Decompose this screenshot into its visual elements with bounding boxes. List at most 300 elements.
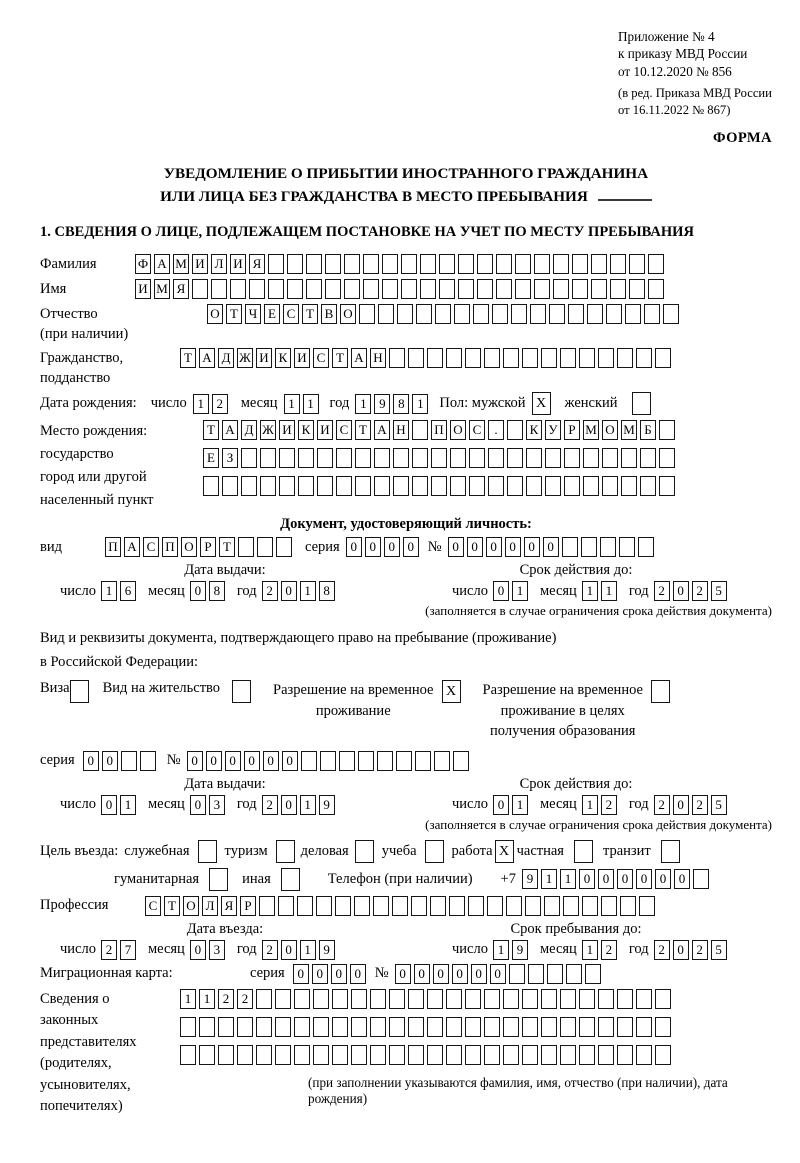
char-box[interactable]: [238, 537, 254, 557]
char-box[interactable]: 1: [101, 581, 117, 601]
char-box[interactable]: [450, 476, 466, 496]
char-box[interactable]: [344, 254, 360, 274]
char-box[interactable]: [389, 1045, 405, 1065]
char-box[interactable]: 0: [281, 581, 297, 601]
char-box[interactable]: И: [192, 254, 208, 274]
char-box[interactable]: [279, 448, 295, 468]
char-box[interactable]: [458, 254, 474, 274]
char-box[interactable]: [199, 1017, 215, 1037]
char-box[interactable]: 7: [120, 940, 136, 960]
char-box[interactable]: [446, 989, 462, 1009]
char-box[interactable]: [408, 1017, 424, 1037]
char-box[interactable]: [339, 751, 355, 771]
char-box[interactable]: 0: [83, 751, 99, 771]
char-box[interactable]: [430, 896, 446, 916]
char-box[interactable]: [363, 254, 379, 274]
char-box[interactable]: 0: [206, 751, 222, 771]
char-box[interactable]: [222, 476, 238, 496]
char-box[interactable]: 0: [617, 869, 633, 889]
char-box[interactable]: [511, 304, 527, 324]
char-box[interactable]: С: [469, 420, 485, 440]
char-box[interactable]: Н: [370, 348, 386, 368]
char-box[interactable]: Е: [264, 304, 280, 324]
visa-checkbox[interactable]: [70, 680, 89, 703]
char-box[interactable]: 1: [303, 394, 319, 414]
char-box[interactable]: [412, 448, 428, 468]
char-box[interactable]: [585, 964, 601, 984]
char-box[interactable]: 1: [582, 940, 598, 960]
char-box[interactable]: [693, 869, 709, 889]
char-box[interactable]: [237, 1045, 253, 1065]
char-box[interactable]: 0: [543, 537, 559, 557]
char-box[interactable]: [591, 279, 607, 299]
char-box[interactable]: [354, 896, 370, 916]
char-box[interactable]: 0: [490, 964, 506, 984]
char-box[interactable]: 0: [493, 795, 509, 815]
char-box[interactable]: [431, 476, 447, 496]
char-box[interactable]: [401, 254, 417, 274]
char-box[interactable]: [454, 304, 470, 324]
char-box[interactable]: И: [230, 254, 246, 274]
char-box[interactable]: [503, 348, 519, 368]
char-box[interactable]: 1: [120, 795, 136, 815]
char-box[interactable]: [392, 896, 408, 916]
char-box[interactable]: [397, 304, 413, 324]
char-box[interactable]: 1: [180, 989, 196, 1009]
char-box[interactable]: [435, 304, 451, 324]
char-box[interactable]: [617, 1045, 633, 1065]
char-box[interactable]: [359, 304, 375, 324]
char-box[interactable]: [503, 989, 519, 1009]
char-box[interactable]: [412, 420, 428, 440]
char-box[interactable]: [560, 348, 576, 368]
char-box[interactable]: [640, 476, 656, 496]
char-box[interactable]: Ж: [260, 420, 276, 440]
char-box[interactable]: [211, 279, 227, 299]
char-box[interactable]: [477, 254, 493, 274]
char-box[interactable]: 1: [493, 940, 509, 960]
char-box[interactable]: [287, 254, 303, 274]
char-box[interactable]: [640, 448, 656, 468]
char-box[interactable]: [332, 1017, 348, 1037]
char-box[interactable]: [522, 989, 538, 1009]
char-box[interactable]: [377, 751, 393, 771]
char-box[interactable]: [275, 1017, 291, 1037]
char-box[interactable]: [268, 279, 284, 299]
char-box[interactable]: [336, 476, 352, 496]
char-box[interactable]: [487, 896, 503, 916]
char-box[interactable]: 0: [350, 964, 366, 984]
char-box[interactable]: [636, 348, 652, 368]
char-box[interactable]: [644, 304, 660, 324]
char-box[interactable]: [629, 279, 645, 299]
char-box[interactable]: [600, 537, 616, 557]
business-checkbox[interactable]: [355, 840, 374, 863]
char-box[interactable]: [374, 448, 390, 468]
char-box[interactable]: К: [298, 420, 314, 440]
char-box[interactable]: 5: [711, 940, 727, 960]
char-box[interactable]: [140, 751, 156, 771]
char-box[interactable]: [316, 896, 332, 916]
char-box[interactable]: У: [545, 420, 561, 440]
char-box[interactable]: Я: [173, 279, 189, 299]
char-box[interactable]: О: [181, 537, 197, 557]
char-box[interactable]: [639, 896, 655, 916]
char-box[interactable]: [298, 448, 314, 468]
char-box[interactable]: [320, 751, 336, 771]
char-box[interactable]: И: [256, 348, 272, 368]
temp-permit-checkbox[interactable]: X: [442, 680, 461, 703]
char-box[interactable]: П: [162, 537, 178, 557]
char-box[interactable]: 0: [365, 537, 381, 557]
char-box[interactable]: [121, 751, 137, 771]
char-box[interactable]: С: [336, 420, 352, 440]
char-box[interactable]: [617, 348, 633, 368]
char-box[interactable]: [396, 751, 412, 771]
char-box[interactable]: Т: [332, 348, 348, 368]
char-box[interactable]: Т: [219, 537, 235, 557]
char-box[interactable]: [306, 279, 322, 299]
char-box[interactable]: [610, 254, 626, 274]
char-box[interactable]: 1: [512, 581, 528, 601]
char-box[interactable]: [598, 989, 614, 1009]
char-box[interactable]: 1: [355, 394, 371, 414]
char-box[interactable]: Д: [241, 420, 257, 440]
char-box[interactable]: [541, 989, 557, 1009]
char-box[interactable]: Ч: [245, 304, 261, 324]
char-box[interactable]: [389, 348, 405, 368]
char-box[interactable]: [636, 1045, 652, 1065]
char-box[interactable]: [655, 1017, 671, 1037]
char-box[interactable]: [484, 989, 500, 1009]
char-box[interactable]: 2: [218, 989, 234, 1009]
char-box[interactable]: [579, 1045, 595, 1065]
char-box[interactable]: С: [313, 348, 329, 368]
char-box[interactable]: 2: [601, 940, 617, 960]
char-box[interactable]: 2: [601, 795, 617, 815]
char-box[interactable]: [336, 448, 352, 468]
char-box[interactable]: 0: [281, 940, 297, 960]
char-box[interactable]: 0: [225, 751, 241, 771]
char-box[interactable]: [427, 1045, 443, 1065]
char-box[interactable]: 0: [505, 537, 521, 557]
char-box[interactable]: [469, 476, 485, 496]
char-box[interactable]: О: [602, 420, 618, 440]
char-box[interactable]: [199, 1045, 215, 1065]
char-box[interactable]: [553, 254, 569, 274]
char-box[interactable]: 9: [319, 940, 335, 960]
char-box[interactable]: [192, 279, 208, 299]
char-box[interactable]: 0: [493, 581, 509, 601]
char-box[interactable]: О: [450, 420, 466, 440]
char-box[interactable]: [492, 304, 508, 324]
char-box[interactable]: [260, 448, 276, 468]
char-box[interactable]: П: [105, 537, 121, 557]
char-box[interactable]: К: [275, 348, 291, 368]
char-box[interactable]: [370, 989, 386, 1009]
char-box[interactable]: 0: [190, 581, 206, 601]
char-box[interactable]: [373, 896, 389, 916]
char-box[interactable]: [507, 476, 523, 496]
char-box[interactable]: [496, 254, 512, 274]
char-box[interactable]: [515, 254, 531, 274]
char-box[interactable]: [260, 476, 276, 496]
char-box[interactable]: 6: [120, 581, 136, 601]
char-box[interactable]: [325, 279, 341, 299]
char-box[interactable]: [393, 448, 409, 468]
char-box[interactable]: 1: [512, 795, 528, 815]
char-box[interactable]: 9: [522, 869, 538, 889]
char-box[interactable]: 2: [692, 795, 708, 815]
char-box[interactable]: [355, 448, 371, 468]
char-box[interactable]: [636, 1017, 652, 1037]
char-box[interactable]: 2: [692, 940, 708, 960]
char-box[interactable]: [374, 476, 390, 496]
char-box[interactable]: [401, 279, 417, 299]
char-box[interactable]: [465, 1017, 481, 1037]
char-box[interactable]: [488, 476, 504, 496]
char-box[interactable]: [601, 896, 617, 916]
char-box[interactable]: О: [340, 304, 356, 324]
char-box[interactable]: [638, 537, 654, 557]
char-box[interactable]: [439, 254, 455, 274]
char-box[interactable]: 0: [190, 795, 206, 815]
char-box[interactable]: 2: [212, 394, 228, 414]
char-box[interactable]: [325, 254, 341, 274]
char-box[interactable]: [587, 304, 603, 324]
char-box[interactable]: [256, 1045, 272, 1065]
char-box[interactable]: 0: [384, 537, 400, 557]
char-box[interactable]: 0: [579, 869, 595, 889]
char-box[interactable]: [180, 1017, 196, 1037]
char-box[interactable]: 0: [346, 537, 362, 557]
char-box[interactable]: А: [222, 420, 238, 440]
char-box[interactable]: [544, 896, 560, 916]
char-box[interactable]: [606, 304, 622, 324]
char-box[interactable]: [579, 1017, 595, 1037]
char-box[interactable]: 2: [654, 940, 670, 960]
char-box[interactable]: А: [199, 348, 215, 368]
char-box[interactable]: 2: [262, 940, 278, 960]
char-box[interactable]: Т: [164, 896, 180, 916]
char-box[interactable]: [275, 989, 291, 1009]
char-box[interactable]: Т: [226, 304, 242, 324]
char-box[interactable]: [427, 989, 443, 1009]
char-box[interactable]: [583, 476, 599, 496]
char-box[interactable]: 1: [300, 940, 316, 960]
char-box[interactable]: [408, 1045, 424, 1065]
char-box[interactable]: 0: [433, 964, 449, 984]
char-box[interactable]: [427, 1017, 443, 1037]
char-box[interactable]: [541, 1017, 557, 1037]
char-box[interactable]: 2: [692, 581, 708, 601]
char-box[interactable]: [663, 304, 679, 324]
char-box[interactable]: [598, 1017, 614, 1037]
char-box[interactable]: [256, 1017, 272, 1037]
char-box[interactable]: [363, 279, 379, 299]
char-box[interactable]: [416, 304, 432, 324]
char-box[interactable]: Р: [564, 420, 580, 440]
char-box[interactable]: А: [374, 420, 390, 440]
char-box[interactable]: [344, 279, 360, 299]
char-box[interactable]: [257, 537, 273, 557]
char-box[interactable]: [560, 1017, 576, 1037]
char-box[interactable]: [572, 279, 588, 299]
char-box[interactable]: 1: [601, 581, 617, 601]
char-box[interactable]: [408, 348, 424, 368]
char-box[interactable]: [583, 448, 599, 468]
char-box[interactable]: 0: [673, 795, 689, 815]
char-box[interactable]: [468, 896, 484, 916]
char-box[interactable]: [549, 304, 565, 324]
char-box[interactable]: [317, 476, 333, 496]
char-box[interactable]: [547, 964, 563, 984]
char-box[interactable]: 1: [541, 869, 557, 889]
char-box[interactable]: [526, 476, 542, 496]
residence-permit-checkbox[interactable]: [232, 680, 251, 703]
char-box[interactable]: 1: [300, 581, 316, 601]
char-box[interactable]: [507, 448, 523, 468]
char-box[interactable]: 9: [374, 394, 390, 414]
char-box[interactable]: Б: [640, 420, 656, 440]
char-box[interactable]: [581, 537, 597, 557]
char-box[interactable]: [503, 1045, 519, 1065]
char-box[interactable]: 0: [187, 751, 203, 771]
char-box[interactable]: [393, 476, 409, 496]
char-box[interactable]: [313, 1045, 329, 1065]
char-box[interactable]: [370, 1045, 386, 1065]
char-box[interactable]: [621, 476, 637, 496]
work-checkbox[interactable]: X: [495, 840, 514, 863]
char-box[interactable]: [525, 896, 541, 916]
char-box[interactable]: [572, 254, 588, 274]
char-box[interactable]: О: [207, 304, 223, 324]
char-box[interactable]: [484, 348, 500, 368]
char-box[interactable]: [453, 751, 469, 771]
char-box[interactable]: 1: [300, 795, 316, 815]
char-box[interactable]: 3: [209, 795, 225, 815]
char-box[interactable]: [636, 989, 652, 1009]
char-box[interactable]: [560, 1045, 576, 1065]
char-box[interactable]: [473, 304, 489, 324]
char-box[interactable]: [620, 896, 636, 916]
char-box[interactable]: [659, 448, 675, 468]
char-box[interactable]: [427, 348, 443, 368]
char-box[interactable]: [415, 751, 431, 771]
char-box[interactable]: [488, 448, 504, 468]
char-box[interactable]: 0: [655, 869, 671, 889]
char-box[interactable]: 0: [312, 964, 328, 984]
private-checkbox[interactable]: [574, 840, 593, 863]
char-box[interactable]: [579, 989, 595, 1009]
char-box[interactable]: [358, 751, 374, 771]
char-box[interactable]: Я: [221, 896, 237, 916]
sex-female-checkbox[interactable]: [632, 392, 651, 415]
transit-checkbox[interactable]: [661, 840, 680, 863]
char-box[interactable]: 9: [512, 940, 528, 960]
char-box[interactable]: 3: [209, 940, 225, 960]
char-box[interactable]: [522, 1045, 538, 1065]
char-box[interactable]: [301, 751, 317, 771]
char-box[interactable]: [541, 1045, 557, 1065]
char-box[interactable]: [378, 304, 394, 324]
char-box[interactable]: 8: [319, 581, 335, 601]
char-box[interactable]: [503, 1017, 519, 1037]
char-box[interactable]: В: [321, 304, 337, 324]
char-box[interactable]: М: [621, 420, 637, 440]
char-box[interactable]: [241, 476, 257, 496]
char-box[interactable]: 1: [560, 869, 576, 889]
char-box[interactable]: [659, 420, 675, 440]
char-box[interactable]: Д: [218, 348, 234, 368]
char-box[interactable]: [477, 279, 493, 299]
char-box[interactable]: 8: [209, 581, 225, 601]
char-box[interactable]: 1: [284, 394, 300, 414]
char-box[interactable]: М: [583, 420, 599, 440]
char-box[interactable]: [355, 476, 371, 496]
char-box[interactable]: [180, 1045, 196, 1065]
char-box[interactable]: [351, 989, 367, 1009]
char-box[interactable]: Р: [240, 896, 256, 916]
char-box[interactable]: [389, 1017, 405, 1037]
char-box[interactable]: 0: [467, 537, 483, 557]
char-box[interactable]: [237, 1017, 253, 1037]
char-box[interactable]: 0: [673, 940, 689, 960]
char-box[interactable]: 1: [199, 989, 215, 1009]
char-box[interactable]: [655, 1045, 671, 1065]
char-box[interactable]: Ф: [135, 254, 151, 274]
edu-permit-checkbox[interactable]: [651, 680, 670, 703]
char-box[interactable]: [332, 1045, 348, 1065]
char-box[interactable]: 0: [452, 964, 468, 984]
humanitarian-checkbox[interactable]: [209, 868, 228, 891]
char-box[interactable]: [351, 1017, 367, 1037]
char-box[interactable]: 0: [598, 869, 614, 889]
char-box[interactable]: [332, 989, 348, 1009]
char-box[interactable]: [564, 448, 580, 468]
char-box[interactable]: А: [351, 348, 367, 368]
char-box[interactable]: [659, 476, 675, 496]
char-box[interactable]: 1: [193, 394, 209, 414]
char-box[interactable]: 1: [582, 795, 598, 815]
char-box[interactable]: [515, 279, 531, 299]
official-checkbox[interactable]: [198, 840, 217, 863]
char-box[interactable]: [411, 896, 427, 916]
char-box[interactable]: [648, 279, 664, 299]
char-box[interactable]: [408, 989, 424, 1009]
char-box[interactable]: Т: [302, 304, 318, 324]
char-box[interactable]: 0: [190, 940, 206, 960]
char-box[interactable]: 2: [262, 581, 278, 601]
char-box[interactable]: [420, 254, 436, 274]
char-box[interactable]: [218, 1017, 234, 1037]
char-box[interactable]: [496, 279, 512, 299]
char-box[interactable]: 0: [448, 537, 464, 557]
char-box[interactable]: Л: [202, 896, 218, 916]
char-box[interactable]: [259, 896, 275, 916]
char-box[interactable]: [276, 537, 292, 557]
char-box[interactable]: М: [173, 254, 189, 274]
char-box[interactable]: [446, 348, 462, 368]
char-box[interactable]: [389, 989, 405, 1009]
char-box[interactable]: 0: [414, 964, 430, 984]
char-box[interactable]: [563, 896, 579, 916]
char-box[interactable]: А: [124, 537, 140, 557]
char-box[interactable]: Я: [249, 254, 265, 274]
char-box[interactable]: [420, 279, 436, 299]
char-box[interactable]: [598, 348, 614, 368]
char-box[interactable]: [530, 304, 546, 324]
